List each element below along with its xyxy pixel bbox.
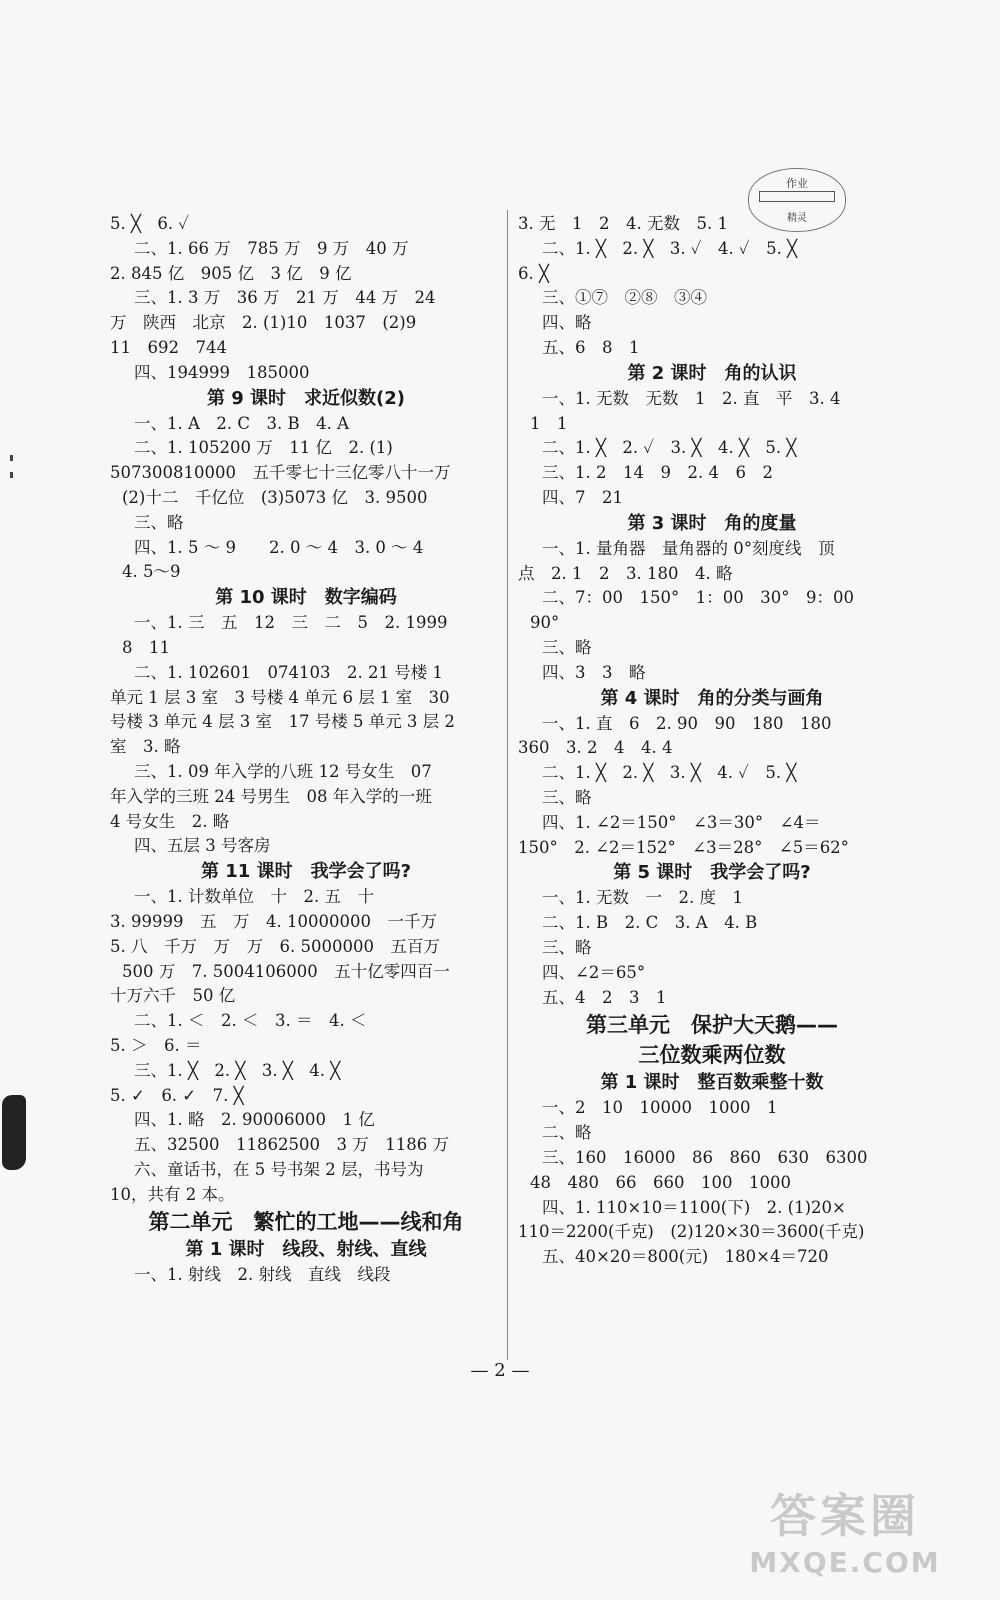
scan-smudge	[2, 1095, 26, 1170]
answer-line: 5. 八 千万 万 万 6. 5000000 五百万	[110, 936, 440, 956]
lesson-heading: 第 9 课时 求近似数(2)	[206, 387, 406, 409]
answer-line: 48 480 66 660 100 1000	[530, 1172, 791, 1192]
answer-line: 360 3. 2 4 4. 4	[518, 738, 673, 758]
answer-line: 三、1. ╳ 2. ╳ 3. ╳ 4. ╳	[134, 1060, 341, 1080]
answer-line: 3. 无 1 2 4. 无数 5. 1	[518, 214, 728, 233]
answer-line: 三、1. 2 14 9 2. 4 6 2	[542, 463, 773, 483]
answer-line: 二、略	[542, 1123, 592, 1143]
answer-line: 5. ╳ 6. ✓	[110, 214, 190, 233]
answer-line: 三、略	[542, 637, 592, 657]
answer-line: 年入学的三班 24 号男生 08 年入学的一班	[110, 786, 432, 806]
answer-line: 500 万 7. 5004106000 五十亿零四百一	[122, 961, 450, 981]
answer-line: 507300810000 五千零七十三亿零八十一万	[110, 463, 451, 483]
answer-line: 四、∠2＝65°	[542, 962, 646, 982]
unit-heading: 第三单元 保护大天鹅——	[586, 1013, 838, 1038]
lesson-heading: 第 11 课时 我学会了吗?	[200, 861, 412, 883]
answer-line: 一、1. 量角器 量角器的 0°刻度线 顶	[542, 538, 835, 558]
answer-line: 150° 2. ∠2＝152° ∠3＝28° ∠5＝62°	[518, 837, 849, 857]
answer-line: 110＝2200(千克) (2)120×30＝3600(千克)	[518, 1222, 865, 1242]
lesson-heading: 第 1 课时 整百数乘整十数	[600, 1072, 824, 1094]
answer-line: 三、①⑦ ②⑧ ③④	[542, 288, 707, 308]
stamp-middle-band	[759, 191, 835, 202]
answer-line: 一、1. 无数 无数 1 2. 直 平 3. 4	[542, 388, 841, 408]
answer-line: 4 号女生 2. 略	[110, 811, 230, 831]
answer-line: 四、1. 5 ～ 9 2. 0 ～ 4 3. 0 ～ 4	[134, 537, 424, 557]
answer-line: 一、1. 射线 2. 射线 直线 线段	[134, 1265, 391, 1285]
answer-line: 三、160 16000 86 860 630 6300	[542, 1147, 868, 1167]
answer-line: 二、1. ╳ 2. ╳ 3. ✓ 4. ✓ 5. ╳	[542, 238, 798, 258]
answer-line: 四、3 3 略	[542, 662, 646, 682]
answer-line: 8 11	[122, 637, 170, 657]
answer-line: 三、略	[134, 512, 184, 532]
page-number: — 2 —	[470, 1360, 530, 1381]
answer-line: 四、略	[542, 313, 592, 333]
answer-line: 五、4 2 3 1	[542, 987, 667, 1007]
answer-line: 四、194999 185000	[134, 362, 310, 382]
answer-line: 号楼 3 单元 4 层 3 室 17 号楼 5 单元 3 层 2	[110, 712, 455, 732]
lesson-heading: 第 2 课时 角的认识	[627, 362, 797, 384]
answer-line: 四、五层 3 号客房	[134, 836, 271, 856]
answer-line: 三、略	[542, 937, 592, 957]
answer-line: 4. 5～9	[122, 562, 181, 582]
answer-line: 六、童话书，在 5 号书架 2 层，书号为	[134, 1159, 424, 1179]
answer-line: 十万六千 50 亿	[110, 986, 236, 1006]
lesson-heading: 第 5 课时 我学会了吗?	[613, 862, 811, 884]
right-column	[518, 212, 906, 1270]
answer-line: 三、1. 3 万 36 万 21 万 44 万 24	[134, 288, 436, 308]
answer-line: 5. ✓ 6. ✓ 7. ╳	[110, 1085, 244, 1105]
scan-mark	[10, 472, 13, 478]
answer-line: 1 1	[530, 413, 568, 433]
watermark-logo	[720, 1480, 970, 1590]
answer-line: 二、1. 66 万 785 万 9 万 40 万	[134, 238, 409, 258]
answer-line: 万 陕西 北京 2. (1)10 1037 (2)9	[110, 313, 417, 333]
unit-heading: 第二单元 繁忙的工地——线和角	[148, 1210, 464, 1235]
lesson-heading: 第 3 课时 角的度量	[627, 512, 797, 534]
answer-line: 二、1. ╳ 2. ╳ 3. ╳ 4. ✓ 5. ╳	[542, 763, 797, 783]
answer-line: 二、7：00 150° 1：00 30° 9：00	[542, 588, 854, 608]
watermark-text: 答案圈	[770, 1489, 920, 1543]
answer-line: 五、32500 11862500 3 万 1186 万	[134, 1135, 449, 1155]
answer-line: 一、1. A 2. C 3. B 4. A	[134, 413, 350, 433]
answer-line: 二、1. ＜ 2. ＜ 3. ＝ 4. ＜	[134, 1011, 367, 1031]
answer-line: (2)十二 千亿位 (3)5073 亿 3. 9500	[122, 487, 428, 507]
answer-line: 室 3. 略	[110, 737, 181, 757]
left-column	[110, 212, 502, 1288]
answer-line: 单元 1 层 3 室 3 号楼 4 单元 6 层 1 室 30	[110, 687, 450, 707]
answer-line: 一、1. 三 五 12 三 二 5 2. 1999	[134, 613, 448, 633]
answer-line: 二、1. 102601 074103 2. 21 号楼 1	[134, 662, 443, 682]
answer-line: 一、1. 计数单位 十 2. 五 十	[134, 887, 374, 907]
lesson-heading: 第 10 课时 数字编码	[215, 587, 397, 609]
answer-line: 11 692 744	[110, 337, 227, 357]
answer-line: 三、略	[542, 787, 592, 807]
answer-line: 二、1. B 2. C 3. A 4. B	[542, 913, 758, 933]
unit-heading: 三位数乘两位数	[638, 1043, 786, 1068]
answer-line: 五、40×20＝800(元) 180×4＝720	[542, 1247, 829, 1267]
answer-line: 四、1. 110×10＝1100(下) 2. (1)20×	[542, 1197, 846, 1217]
answer-line: 四、1. ∠2＝150° ∠3＝30° ∠4＝	[542, 812, 821, 832]
answer-line: 5. ＞ 6. ＝	[110, 1035, 202, 1055]
lesson-heading: 第 1 课时 线段、射线、直线	[185, 1239, 427, 1261]
answer-line: 二、1. 105200 万 11 亿 2. (1)	[134, 438, 393, 458]
column-divider	[507, 210, 508, 1360]
answer-line: 2. 845 亿 905 亿 3 亿 9 亿	[110, 263, 352, 283]
answer-line: 四、1. 略 2. 90006000 1 亿	[134, 1110, 375, 1130]
answer-line: 二、1. ╳ 2. ✓ 3. ╳ 4. ╳ 5. ╳	[542, 438, 797, 458]
answer-line: 10，共有 2 本。	[110, 1184, 235, 1204]
answer-line: 五、6 8 1	[542, 337, 640, 357]
answer-line: 一、2 10 10000 1000 1	[542, 1098, 778, 1118]
answer-line: 四、7 21	[542, 487, 623, 507]
answer-line: 3. 99999 五 万 4. 10000000 一千万	[110, 911, 437, 931]
answer-line: 三、1. 09 年入学的八班 12 号女生 07	[134, 761, 432, 781]
answer-line: 90°	[530, 613, 560, 633]
answer-line: 一、1. 直 6 2. 90 90 180 180	[542, 713, 832, 733]
answer-line: 6. ╳	[518, 263, 549, 283]
answer-line: 一、1. 无数 一 2. 度 1	[542, 888, 743, 908]
answer-line: 点 2. 1 2 3. 180 4. 略	[518, 563, 733, 583]
lesson-heading: 第 4 课时 角的分类与画角	[600, 687, 824, 709]
scan-mark	[10, 455, 13, 461]
watermark-url: MXQE.COM	[749, 1546, 941, 1579]
stamp-bottom-text: 精灵	[787, 213, 807, 224]
stamp-top-text: 作业	[786, 177, 808, 190]
